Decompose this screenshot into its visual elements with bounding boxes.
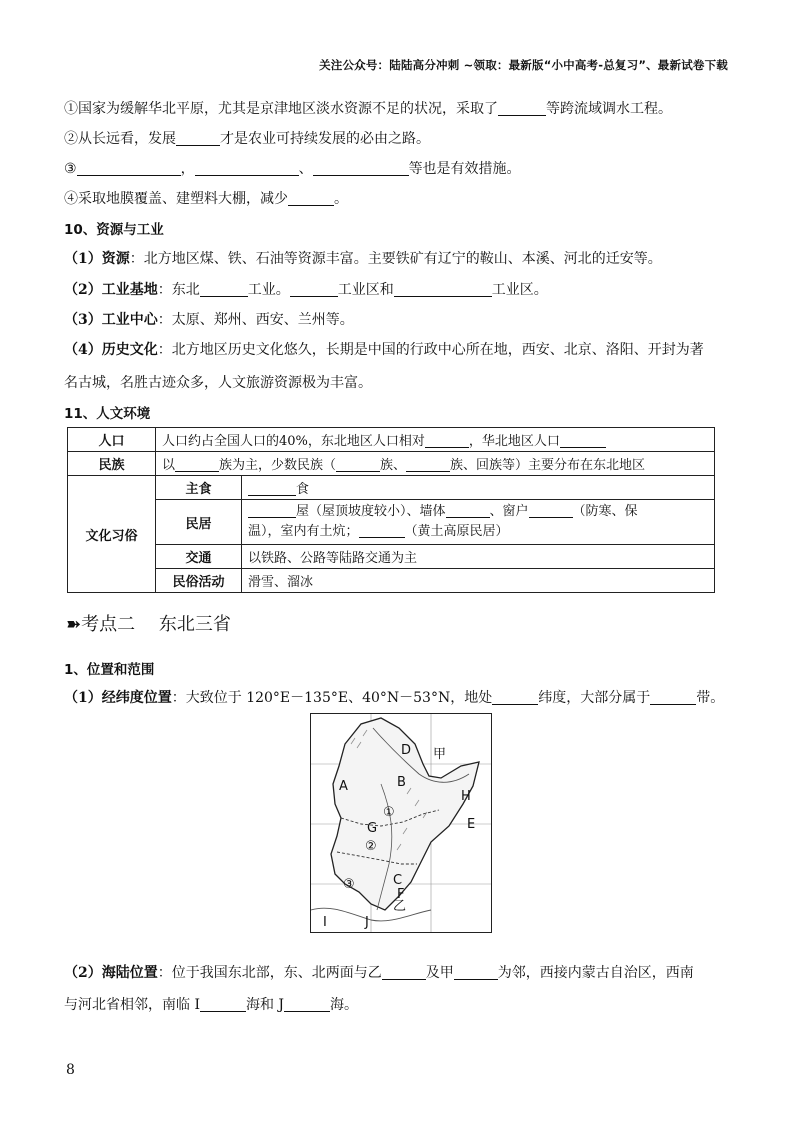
- latlon-line: （1）经纬度位置：大致位于 120°E－135°E、40°N－53°N，地处 纬度，大部分属于 带。: [64, 690, 725, 706]
- industry-center-line: （3）工业中心：太原、郑州、西安、兰州等。: [64, 312, 354, 328]
- table-row: [68, 500, 715, 545]
- header-note: 关注公众号：陆陆高分冲刺 ~领取：最新版“小中高考-总复习”、最新试卷下载: [319, 58, 728, 72]
- northeast-map: [310, 713, 492, 933]
- blank: [248, 481, 296, 496]
- folk-label: 民俗活动: [156, 569, 242, 593]
- blank: [77, 161, 181, 176]
- blank: [288, 191, 334, 206]
- map-label-I: I: [323, 915, 327, 930]
- blank: [382, 965, 426, 980]
- map-label-D: D: [401, 743, 412, 758]
- customs-label: 文化习俗: [68, 476, 156, 593]
- table-row: [68, 452, 715, 476]
- blank: [498, 101, 546, 116]
- culture-table: [67, 427, 715, 593]
- map-label-yi: 乙: [393, 899, 407, 914]
- blank: [200, 282, 248, 297]
- sea-land-line-2: 与河北省相邻，南临 I 海和 J 海。: [64, 997, 359, 1013]
- housing-label: 民居: [156, 500, 242, 545]
- map-drawing: [311, 714, 491, 932]
- table-row: [68, 476, 715, 500]
- housing-cell: 屋（屋顶坡度较小）、墙体 、窗户 （防寒、保 温），室内有土炕； （黄土高原民居）: [242, 500, 715, 545]
- blank: [454, 965, 498, 980]
- ethnic-cell: 以 族为主，少数民族（ 族、 族、回族等）主要分布在东北地区: [156, 452, 715, 476]
- transport-label: 交通: [156, 545, 242, 569]
- blank: [394, 282, 492, 297]
- location-title: 1、位置和范围: [64, 662, 155, 678]
- map-label-jia: 甲: [433, 747, 447, 762]
- map-label-circle-3: ③: [343, 877, 355, 892]
- measure-2: ②从长远看，发展 才是农业可持续发展的必由之路。: [64, 131, 430, 147]
- map-label-circle-2: ②: [365, 839, 377, 854]
- staple-cell: 食: [242, 476, 715, 500]
- measure-4: ④采取地膜覆盖、建塑料大棚，减少 。: [64, 191, 348, 207]
- table-row: [68, 569, 715, 593]
- staple-label: 主食: [156, 476, 242, 500]
- blank: [406, 457, 450, 472]
- blank: [200, 997, 246, 1012]
- population-label: 人口: [68, 428, 156, 452]
- industry-base-line: （2）工业基地：东北 工业。 工业区和 工业区。: [64, 282, 548, 298]
- map-label-A: A: [339, 779, 348, 794]
- blank: [176, 131, 220, 146]
- history-line-1: （4）历史文化：北方地区历史文化悠久，长期是中国的行政中心所在地，西安、北京、洛阳、开封为著: [64, 342, 704, 358]
- map-label-circle-1: ①: [383, 805, 395, 820]
- population-cell: 人口约占全国人口的40%，东北地区人口相对 ，华北地区人口: [156, 428, 715, 452]
- map-label-B: B: [397, 775, 406, 790]
- blank: [529, 503, 573, 518]
- blank: [425, 433, 469, 448]
- history-line-2: 名古城，名胜古迹众多，人文旅游资源极为丰富。: [64, 375, 372, 391]
- transport-cell: 以铁路、公路等陆路交通为主: [242, 545, 715, 569]
- map-label-J: J: [365, 915, 369, 930]
- blank: [446, 503, 490, 518]
- blank: [284, 997, 330, 1012]
- section-2-title: ➽考点二 东北三省: [66, 614, 231, 635]
- blank: [650, 690, 696, 705]
- ethnic-label: 民族: [68, 452, 156, 476]
- map-label-F: F: [397, 887, 405, 902]
- blank: [313, 161, 409, 176]
- blank: [336, 457, 380, 472]
- page-number: 8: [66, 1062, 75, 1078]
- blank: [492, 690, 538, 705]
- blank: [175, 457, 219, 472]
- table-row: [68, 428, 715, 452]
- blank: [359, 523, 405, 538]
- resources-line: （1）资源：北方地区煤、铁、石油等资源丰富。主要铁矿有辽宁的鞍山、本溪、河北的迁安等。: [64, 251, 662, 267]
- blank: [560, 433, 606, 448]
- section-11-title: 11、人文环境: [64, 406, 151, 422]
- folk-cell: 滑雪、溜冰: [242, 569, 715, 593]
- table-row: [68, 545, 715, 569]
- measure-1: ①国家为缓解华北平原，尤其是京津地区淡水资源不足的状况，采取了 等跨流域调水工程。: [64, 101, 672, 117]
- map-label-G: G: [367, 821, 378, 836]
- map-label-E: E: [467, 817, 476, 832]
- arrow-icon: ➽: [66, 614, 82, 635]
- blank: [248, 503, 296, 518]
- map-label-H: H: [461, 789, 471, 804]
- sea-land-line-1: （2）海陆位置：位于我国东北部，东、北两面与乙 及甲 为邻，西接内蒙古自治区，西南: [64, 965, 694, 981]
- blank: [195, 161, 299, 176]
- section-10-title: 10、资源与工业: [64, 222, 164, 238]
- blank: [290, 282, 338, 297]
- measure-3: ③ ， 、 等也是有效措施。: [64, 161, 521, 177]
- map-label-C: C: [393, 873, 403, 888]
